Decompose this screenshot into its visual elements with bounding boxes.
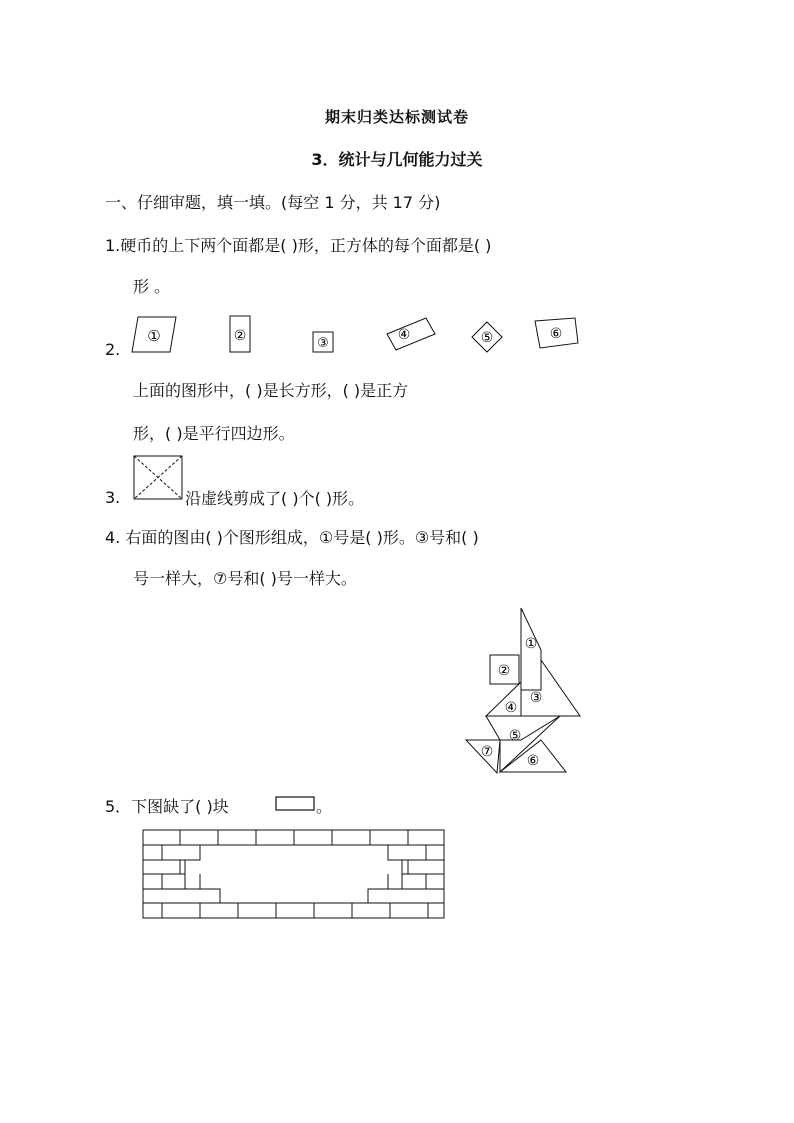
brick-wall-figure — [143, 830, 444, 918]
question-3-text: 沿虚线剪成了( )个( )形。 — [185, 489, 365, 508]
question-5-text: 5．下图缺了( )块 — [105, 797, 229, 816]
question-2-number: 2. — [105, 340, 121, 359]
tangram-label-2: ② — [497, 663, 511, 679]
exam-title: 期末归类达标测试卷 — [324, 108, 469, 126]
question-2-line-1: 上面的图形中，( )是长方形，( )是正方 — [133, 381, 409, 400]
tangram-label-5: ⑤ — [508, 728, 522, 744]
shape-label-4: ④ — [397, 327, 411, 343]
tangram-label-7: ⑦ — [480, 744, 494, 760]
tangram-label-3: ③ — [529, 690, 543, 706]
shape-label-3: ③ — [317, 336, 329, 351]
tangram-label-1: ① — [524, 636, 538, 652]
shape-label-1: ① — [147, 327, 161, 345]
shape-4-tilted-rectangle — [387, 318, 435, 350]
tangram-piece-3 — [521, 660, 580, 716]
shape-label-6: ⑥ — [549, 326, 563, 342]
tangram-label-4: ④ — [504, 700, 518, 716]
shape-label-2: ② — [233, 328, 247, 344]
question-4-line-1: 4. 右面的图由( )个图形组成，①号是( )形。③号和( ) — [105, 528, 479, 547]
question-1-line-1: 1.硬币的上下两个面都是( )形，正方体的每个面都是( ) — [105, 236, 492, 255]
question-2-line-2: 形，( )是平行四边形。 — [133, 424, 295, 443]
brick-icon — [276, 797, 314, 810]
shape-label-5: ⑤ — [480, 330, 494, 346]
question-4-line-2: 号一样大，⑦号和( )号一样大。 — [133, 569, 357, 588]
section-title: 3．统计与几何能力过关 — [311, 150, 483, 169]
tangram-piece-5 — [486, 716, 560, 740]
question-3-number: 3. — [105, 488, 121, 507]
cut-square-figure — [134, 456, 182, 499]
part1-heading: 一、仔细审题，填一填。(每空 1 分，共 17 分) — [105, 193, 441, 212]
question-1-line-2: 形 。 — [133, 277, 171, 296]
question-5-text-end: 。 — [316, 797, 333, 816]
tangram-label-6: ⑥ — [526, 753, 540, 769]
